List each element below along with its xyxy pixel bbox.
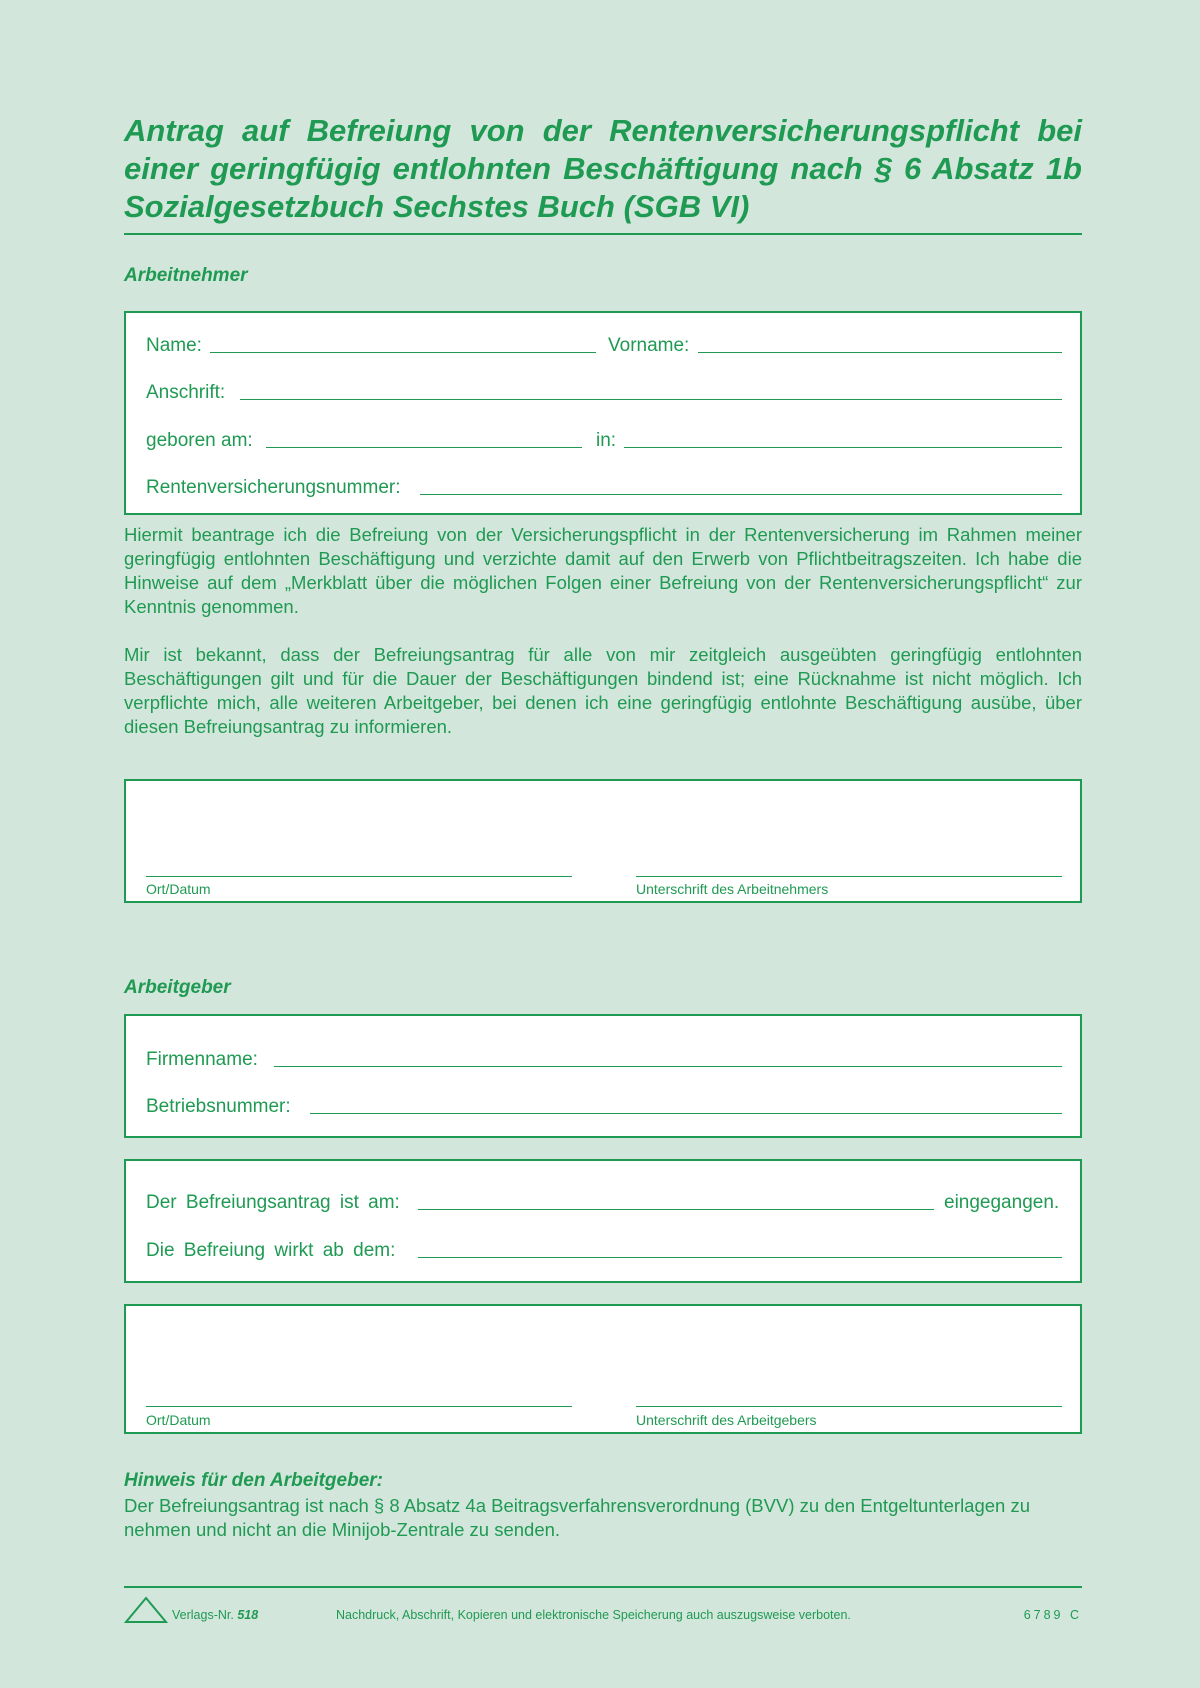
- employer-signature-box: [124, 1304, 1082, 1434]
- form-page: [124, 0, 1082, 1688]
- employee-signature-label: Unterschrift des Arbeitnehmers: [636, 881, 829, 897]
- address-field[interactable]: [240, 399, 1062, 400]
- publisher-number-value: 518: [237, 1608, 259, 1622]
- form-code: 6789 C: [1023, 1608, 1082, 1622]
- title-divider: [124, 233, 1082, 235]
- pension-number-field[interactable]: [420, 494, 1062, 495]
- employee-place-date-field[interactable]: [146, 876, 572, 877]
- employer-signature-label: Unterschrift des Arbeitgebers: [636, 1412, 817, 1428]
- employer-section-heading: Arbeitgeber: [124, 977, 231, 998]
- publisher-number: [172, 1608, 258, 1622]
- company-label: Firmenname:: [146, 1049, 258, 1070]
- received-date-label: Der Befreiungsantrag ist am:: [146, 1192, 400, 1213]
- employee-signature-box: [124, 779, 1082, 903]
- employee-place-date-label: Ort/Datum: [146, 881, 211, 897]
- company-number-label: Betriebsnummer:: [146, 1096, 291, 1117]
- received-date-field[interactable]: [418, 1209, 934, 1210]
- title-line-3: Sozialgesetzbuch Sechstes Buch (SGB VI): [124, 189, 750, 224]
- employee-data-box: [124, 311, 1082, 515]
- title-line-1: Antrag auf Befreiung von der Rentenversicherungspflicht bei: [124, 113, 1082, 148]
- received-suffix: eingegangen.: [944, 1192, 1060, 1213]
- company-field[interactable]: [274, 1066, 1062, 1067]
- birthdate-label: geboren am:: [146, 430, 253, 451]
- effective-date-field[interactable]: [418, 1257, 1062, 1258]
- birthdate-field[interactable]: [266, 447, 582, 448]
- employer-place-date-label: Ort/Datum: [146, 1412, 211, 1428]
- declaration-paragraph-1: Hiermit beantrage ich die Befreiung von der Versicherungspflicht in der Rentenversicherung im Rahmen meiner geringfügig entlohnten Beschäftigung und verzichte damit auf den Erwerb von Pflichtbeitragszeiten. Ich habe die Hinweise auf dem „Merkblatt über die möglichen Folgen einer Befreiung von der Rentenversicherungspflicht“ zur Kenntnis genommen.: [124, 524, 1082, 617]
- firstname-field[interactable]: [698, 352, 1062, 353]
- address-label: Anschrift:: [146, 382, 226, 403]
- employer-place-date-field[interactable]: [146, 1406, 572, 1407]
- receipt-box: [124, 1159, 1082, 1283]
- employer-signature-field[interactable]: [636, 1406, 1062, 1407]
- employer-hint-text: Der Befreiungsantrag ist nach § 8 Absatz 4a Beitragsverfahrensverordnung (BVV) zu den Entgeltunterlagen zu nehmen und nicht an die Minijob-Zentrale zu senden.: [124, 1495, 1031, 1540]
- form-title: [124, 112, 1082, 226]
- firstname-label: Vorname:: [608, 335, 690, 356]
- birthplace-label: in:: [596, 430, 617, 451]
- employer-data-box: [124, 1014, 1082, 1138]
- copyright-notice: Nachdruck, Abschrift, Kopieren und elektronische Speicherung auch auszugsweise verboten.: [336, 1608, 851, 1622]
- footer-divider: [124, 1586, 1082, 1588]
- company-number-field[interactable]: [310, 1113, 1062, 1114]
- employer-hint-title: Hinweis für den Arbeitgeber:: [124, 1470, 383, 1491]
- birthplace-field[interactable]: [624, 447, 1062, 448]
- employee-section-heading: Arbeitnehmer: [124, 265, 248, 286]
- footer: [124, 1604, 1082, 1628]
- title-line-2: einer geringfügig entlohnten Beschäftigung nach § 6 Absatz 1b: [124, 151, 1082, 186]
- declaration-paragraph-2: Mir ist bekannt, dass der Befreiungsantrag für alle von mir zeitgleich ausgeübten geringfügig entlohnten Beschäftigungen gilt und für die Dauer der Beschäftigungen bindend ist; eine Rücknahme ist nicht möglich. Ich verpflichte mich, alle weiteren Arbeitgeber, bei denen ich eine geringfügig entlohnte Beschäftigung ausübe, über diesen Befreiungsantrag zu informieren.: [124, 644, 1082, 737]
- publisher-number-label: Verlags-Nr.: [172, 1608, 234, 1622]
- effective-date-label: Die Befreiung wirkt ab dem:: [146, 1240, 396, 1261]
- pension-number-label: Rentenversicherungsnummer:: [146, 477, 401, 498]
- publisher-logo-icon: [124, 1596, 168, 1629]
- name-label: Name:: [146, 335, 202, 356]
- employee-signature-field[interactable]: [636, 876, 1062, 877]
- name-field[interactable]: [210, 352, 596, 353]
